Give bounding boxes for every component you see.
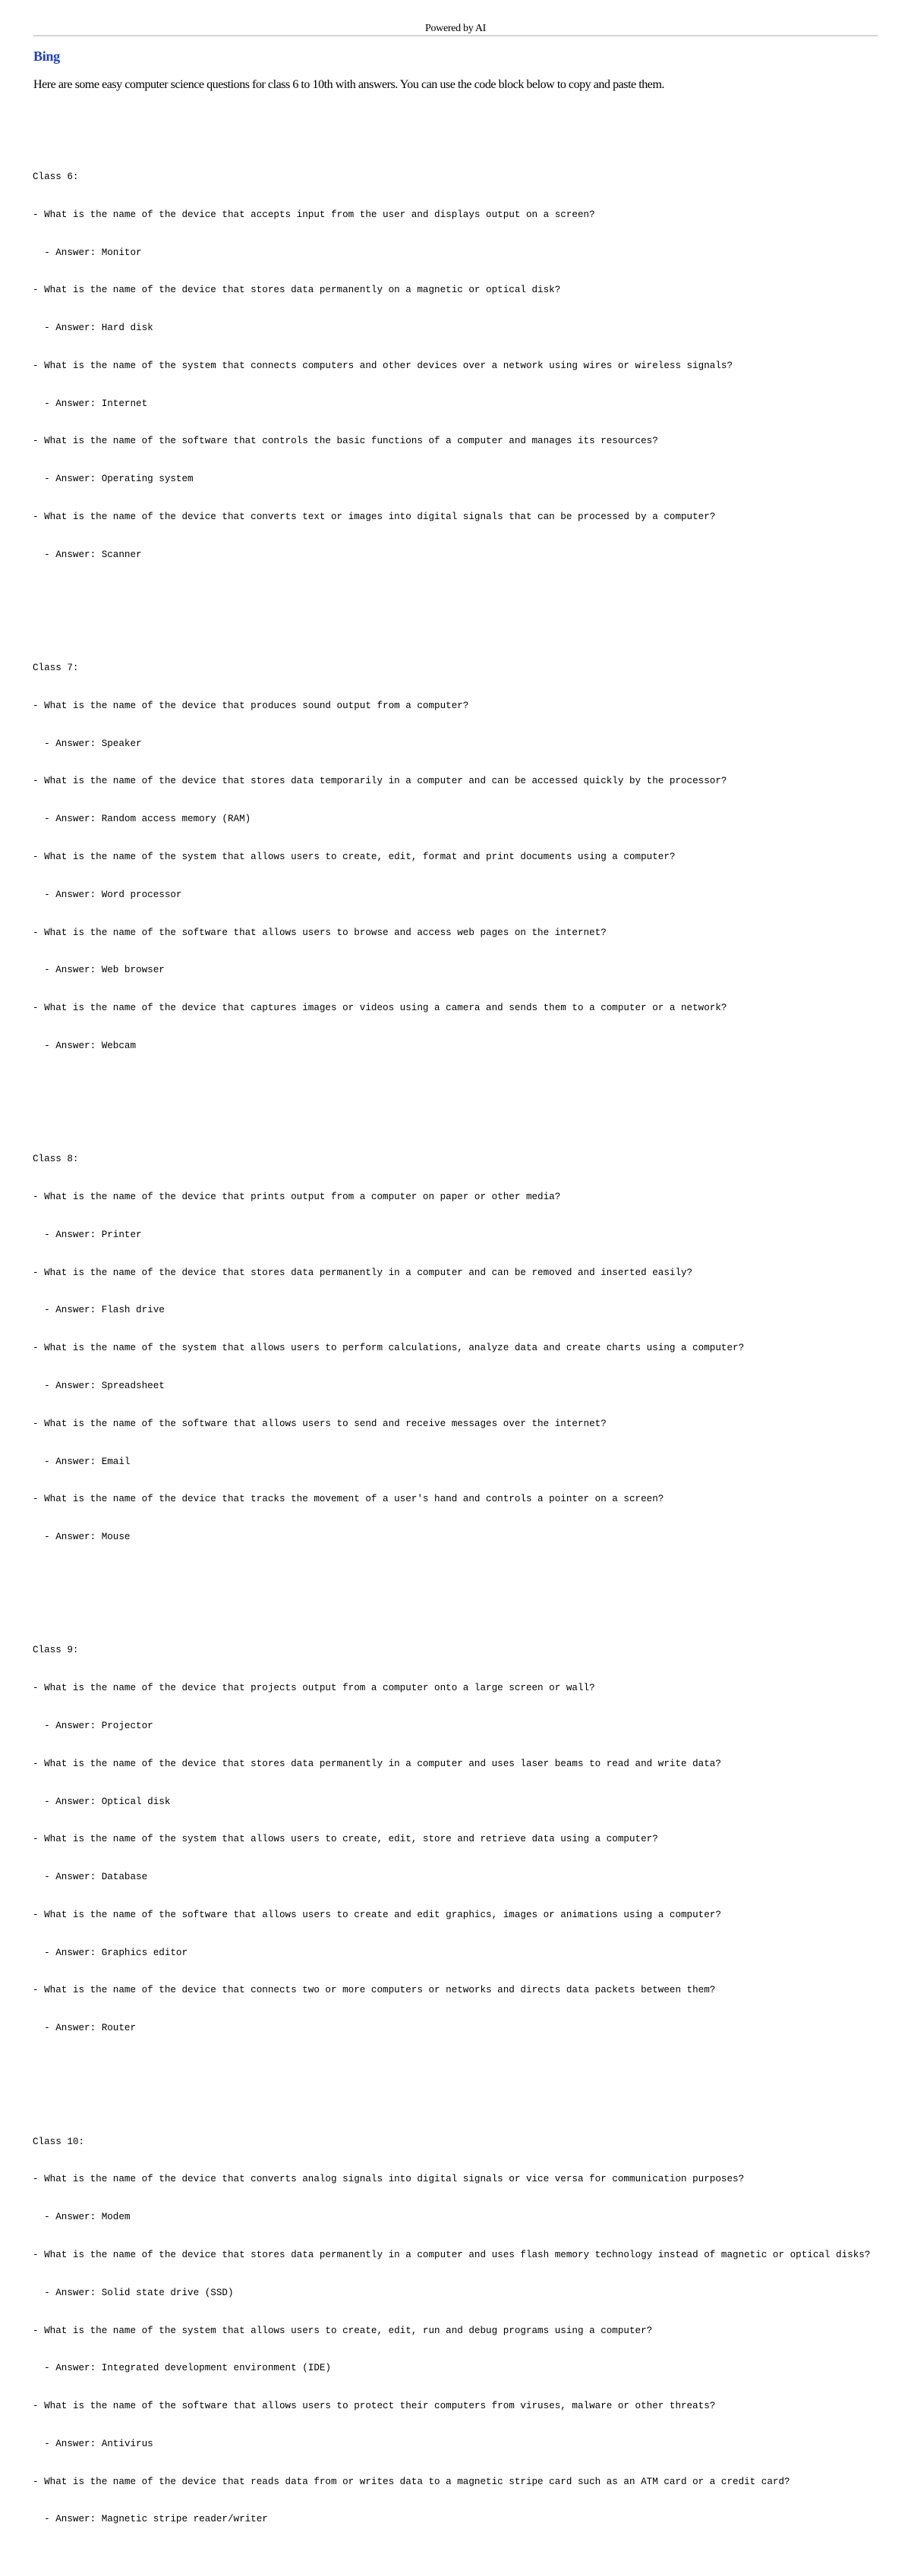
- question-line: - What is the name of the software that allows users to browse and access web pages on the internet?: [33, 927, 607, 938]
- answer-line: - Answer: Printer: [33, 1229, 142, 1240]
- answer-line: - Answer: Database: [33, 1872, 148, 1883]
- question-line: - What is the name of the system that allows users to create, edit, run and debug programs using a computer?: [33, 2325, 653, 2336]
- answer-line: - Answer: Optical disk: [33, 1796, 171, 1807]
- class-heading: Class 10:: [33, 2136, 85, 2147]
- question-line: - What is the name of the software that controls the basic functions of a computer and manages its resources?: [33, 436, 658, 447]
- question-line: - What is the name of the device that stores data temporarily in a computer and can be accessed quickly by the processor?: [33, 776, 727, 787]
- answer-line: - Answer: Random access memory (RAM): [33, 814, 251, 825]
- question-line: - What is the name of the system that connects computers and other devices over a network using wires or wireless signals?: [33, 360, 733, 371]
- answer-line: - Answer: Word processor: [33, 889, 182, 900]
- answer-line: - Answer: Webcam: [33, 1040, 137, 1051]
- class-heading: Class 9:: [33, 1645, 79, 1656]
- question-line: - What is the name of the device that converts analog signals into digital signals or vice versa for communication purposes?: [33, 2174, 745, 2185]
- answer-line: - Answer: Internet: [33, 398, 148, 409]
- answer-line: - Answer: Flash drive: [33, 1305, 165, 1316]
- answer-line: - Answer: Mouse: [33, 1532, 131, 1543]
- class-heading: Class 8:: [33, 1154, 79, 1165]
- question-line: - What is the name of the device that projects output from a computer onto a large screen or wall?: [33, 1683, 595, 1694]
- question-line: - What is the name of the device that connects two or more computers or networks and directs data packets between them?: [33, 1985, 716, 1996]
- answer-line: - Answer: Spreadsheet: [33, 1380, 165, 1391]
- question-line: - What is the name of the device that accepts input from the user and displays output on a screen?: [33, 209, 595, 220]
- question-line: - What is the name of the system that allows users to create, edit, format and print documents using a computer?: [33, 852, 676, 863]
- question-line: - What is the name of the system that allows users to perform calculations, analyze data and create charts using a computer?: [33, 1343, 745, 1354]
- question-line: - What is the name of the device that stores data permanently in a computer and uses flash memory technology instead of magnetic or optical disks?: [33, 2249, 871, 2260]
- class-section: [33, 1128, 911, 1569]
- question-line: - What is the name of the device that tracks the movement of a user's hand and controls a pointer on a screen?: [33, 1494, 664, 1505]
- question-line: - What is the name of the device that stores data permanently in a computer and uses laser beams to read and write data?: [33, 1758, 721, 1769]
- question-line: - What is the name of the software that allows users to protect their computers from viruses, malware or other threats?: [33, 2401, 716, 2412]
- code-block: [33, 108, 911, 2576]
- class-heading: Class 7:: [33, 663, 79, 674]
- question-line: - What is the name of the device that prints output from a computer on paper or other media?: [33, 1192, 561, 1203]
- answer-line: - Answer: Projector: [33, 1721, 153, 1731]
- class-section: [33, 2110, 911, 2551]
- answer-line: - Answer: Speaker: [33, 738, 142, 749]
- page-header: Powered by AI: [424, 23, 487, 34]
- answer-line: - Answer: Hard disk: [33, 323, 153, 334]
- answer-line: - Answer: Operating system: [33, 474, 194, 485]
- answer-line: - Answer: Graphics editor: [33, 1947, 188, 1958]
- class-section: [33, 1619, 911, 2060]
- answer-line: - Answer: Solid state drive (SSD): [33, 2287, 234, 2298]
- class-section: [33, 146, 911, 587]
- answer-line: - Answer: Antivirus: [33, 2438, 153, 2449]
- answer-line: - Answer: Modem: [33, 2212, 131, 2223]
- source-title: Bing: [33, 49, 60, 64]
- answer-line: - Answer: Monitor: [33, 247, 142, 258]
- answer-line: - Answer: Integrated development environment (IDE): [33, 2363, 331, 2374]
- intro-paragraph: Here are some easy computer science questions for class 6 to 10th with answers. You can use the code block below to copy and paste them.: [33, 78, 665, 91]
- answer-line: - Answer: Magnetic stripe reader/writer: [33, 2514, 268, 2525]
- question-line: - What is the name of the system that allows users to create, edit, store and retrieve data using a computer?: [33, 1834, 658, 1845]
- class-heading: Class 6:: [33, 171, 79, 182]
- answer-line: - Answer: Router: [33, 2023, 137, 2034]
- question-line: - What is the name of the device that converts text or images into digital signals that can be processed by a computer?: [33, 512, 716, 522]
- question-line: - What is the name of the device that captures images or videos using a camera and sends them to a computer or a network?: [33, 1003, 727, 1014]
- question-line: - What is the name of the device that reads data from or writes data to a magnetic stripe card such as an ATM card or a credit card?: [33, 2476, 790, 2487]
- question-line: - What is the name of the device that produces sound output from a computer?: [33, 700, 469, 711]
- class-section: [33, 637, 911, 1078]
- answer-line: - Answer: Scanner: [33, 549, 142, 560]
- question-line: - What is the name of the software that allows users to create and edit graphics, images or animations using a computer?: [33, 1909, 721, 1920]
- answer-line: - Answer: Email: [33, 1456, 131, 1467]
- question-line: - What is the name of the device that stores data permanently in a computer and can be removed and inserted easily?: [33, 1267, 693, 1278]
- question-line: - What is the name of the device that stores data permanently on a magnetic or optical disk?: [33, 285, 561, 296]
- question-line: - What is the name of the software that allows users to send and receive messages over the internet?: [33, 1418, 607, 1429]
- header-divider: [33, 35, 878, 36]
- answer-line: - Answer: Web browser: [33, 965, 165, 976]
